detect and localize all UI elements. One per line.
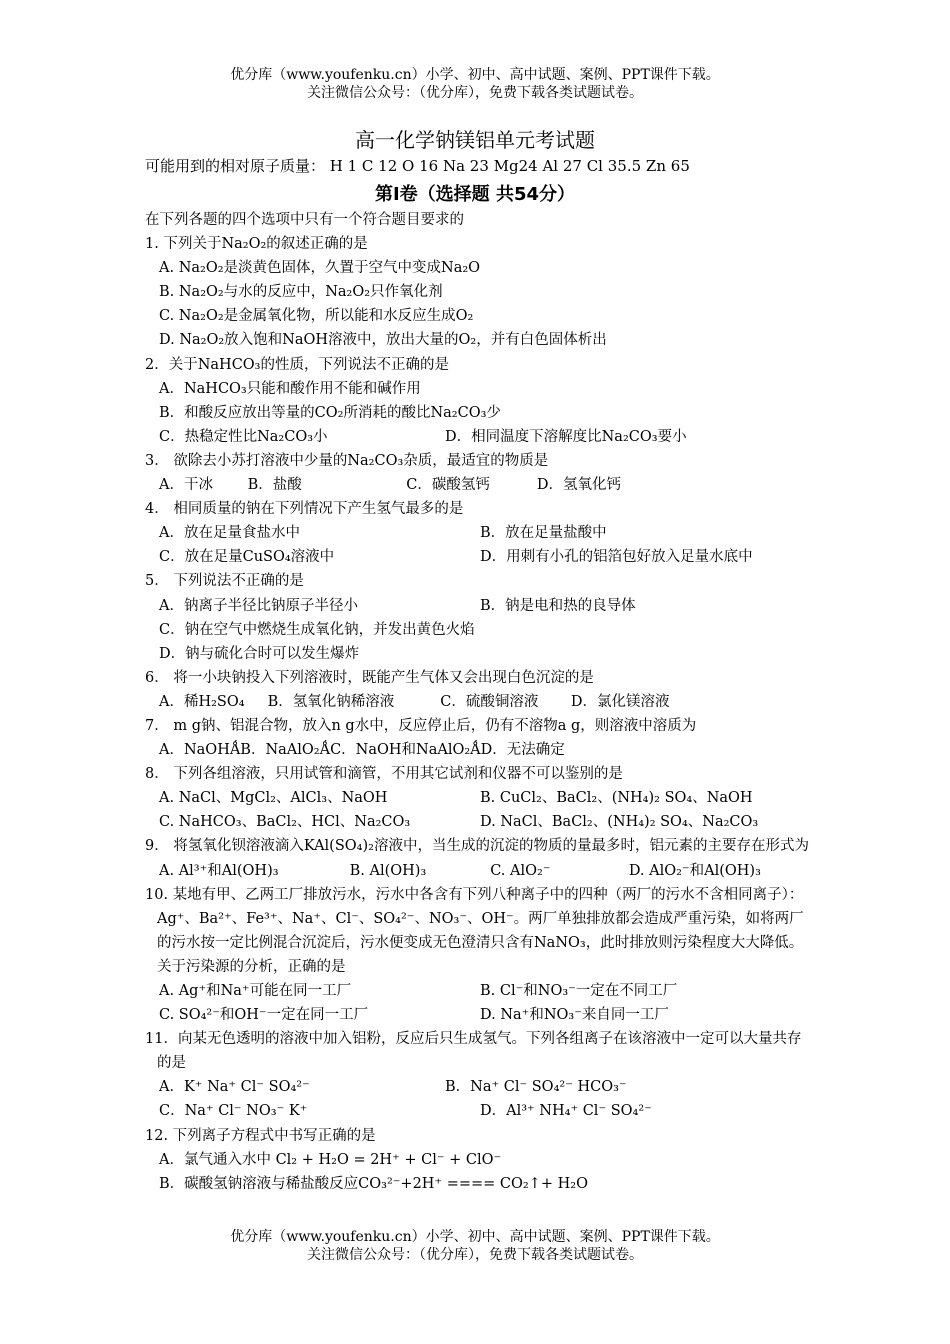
q7-stem: 7． m g钠、铝混合物，放入n g水中，反应停止后，仍有不溶物a g，则溶液中溶质为 (145, 717, 697, 734)
q3-option-a: A．干冰 (159, 477, 213, 494)
q4-option-d: D．用刺有小孔的铝箔包好放入足量水底中 (480, 549, 753, 566)
q5-options-ab (145, 594, 810, 618)
q4-stem: 4． 相同质量的钠在下列情况下产生氢气最多的是 (145, 501, 464, 518)
q8-option-a: A. NaCl、MgCl₂、AlCl₃、NaOH (159, 790, 388, 807)
q11-option-c: C．Na⁺ Cl⁻ NO₃⁻ K⁺ (159, 1103, 308, 1120)
q2-option-c: C．热稳定性比Na₂CO₃小 (159, 428, 328, 445)
q7-options: A．NaOHǺB．NaAlO₂ǺC．NaOH和NaAlO₂ǺD．无法确定 (159, 742, 565, 759)
q9-option-a: A. Al³⁺和Al(OH)₃ (159, 862, 279, 879)
q8-option-c: C. NaHCO₃、BaCl₂、HCl、Na₂CO₃ (159, 814, 411, 831)
q6-option-a: A．稀H₂SO₄ (159, 693, 245, 710)
q4-option-a: A．放在足量食盐水中 (159, 525, 300, 542)
q11-options-ab (145, 1075, 810, 1099)
q3-stem: 3． 欲除去小苏打溶液中少量的Na₂CO₃杂质，最适宜的物质是 (145, 452, 549, 469)
q8-options-ab (145, 786, 810, 810)
q2-options-cd (145, 425, 810, 449)
page-footer (0, 1228, 950, 1264)
volume-title: 第Ⅰ卷（选择题 共54分） (374, 184, 575, 205)
q5-option-b: B．钠是电和热的良导体 (480, 597, 636, 614)
q8-stem: 8． 下列各组溶液，只用试管和滴管，不用其它试剂和仪器不可以鉴别的是 (145, 766, 623, 783)
q9-option-b: B. Al(OH)₃ (349, 862, 427, 879)
q8-option-d: D. NaCl、BaCl₂、(NH₄)₂ SO₄、Na₂CO₃ (480, 814, 759, 831)
footer-line-2: 关注微信公众号：（优分库），免费下载各类试题试卷。 (307, 1247, 643, 1263)
q8-options-cd (145, 810, 810, 834)
q5-option-d: D．钠与硫化合时可以发生爆炸 (159, 645, 360, 662)
q3-options (145, 473, 810, 497)
q4-option-b: B．放在足量盐酸中 (480, 525, 607, 542)
q11-option-d: D．Al³⁺ NH₄⁺ Cl⁻ SO₄²⁻ (480, 1103, 652, 1120)
q1-option-c: C. Na₂O₂是金属氧化物，所以能和水反应生成O₂ (159, 308, 474, 325)
instruction: 在下列各题的四个选项中只有一个符合题目要求的 (145, 212, 464, 228)
q3-option-b: B．盐酸 (247, 477, 302, 494)
q10-option-b: B. Cl⁻和NO₃⁻一定在不同工厂 (480, 983, 678, 999)
q12-option-b: B．碳酸氢钠溶液与稀盐酸反应CO₃²⁻+2H⁺ ==== CO₂↑+ H₂O (159, 1175, 588, 1192)
q4-options-ab (145, 521, 810, 545)
q6-options (145, 690, 810, 714)
q9-option-d: D. AlO₂⁻和Al(OH)₃ (628, 862, 761, 879)
q9-stem: 9． 将氢氧化钡溶液滴入KAl(SO₄)₂溶液中，当生成的沉淀的物质的量最多时，铝元素的主要存在形式为 (145, 838, 809, 855)
q9-options (145, 859, 810, 883)
q3-option-c: C．碳酸氢钙 (406, 477, 490, 494)
q5-option-a: A．钠离子半径比钠原子半径小 (159, 597, 358, 614)
q2-option-a: A．NaHCO₃只能和酸作用不能和碱作用 (159, 380, 421, 397)
q10-option-d: D. Na⁺和NO₃⁻来自同一工厂 (480, 1007, 669, 1024)
q1-stem: 1. 下列关于Na₂O₂的叙述正确的是 (145, 236, 368, 253)
q11-option-a: A．K⁺ Na⁺ Cl⁻ SO₄²⁻ (159, 1079, 310, 1096)
q1-option-d: D. Na₂O₂放入饱和NaOH溶液中，放出大量的O₂，并有白色固体析出 (159, 332, 607, 349)
q6-option-d: D．氯化镁溶液 (570, 693, 670, 710)
question-list (145, 208, 810, 1196)
q6-stem: 6． 将一小块钠投入下列溶液时，既能产生气体又会出现白色沉淀的是 (145, 669, 594, 686)
page-header (0, 66, 950, 102)
header-line-2: 关注微信公众号：（优分库），免费下载各类试题试卷。 (307, 85, 643, 101)
q3-option-d: D．氢氧化钙 (536, 477, 621, 494)
q4-options-cd (145, 545, 810, 569)
q8-option-b: B. CuCl₂、BaCl₂、(NH₄)₂ SO₄、NaOH (480, 790, 753, 807)
q1-option-a: A. Na₂O₂是淡黄色固体，久置于空气中变成Na₂O (159, 260, 481, 277)
q4-option-c: C．放在足量CuSO₄溶液中 (159, 549, 335, 566)
q10-stem: 10. 某地有甲、乙两工厂排放污水，污水中各含有下列八种离子中的四种（两厂的污水不含相同离子）：Ag⁺、Ba²⁺、Fe³⁺、Na⁺、Cl⁻、SO₄²⁻、NO₃⁻、OH⁻。两厂单独排放都会造成严重污染，如将两厂的污水按一定比例混合沉淀后，污水便变成无色澄清只含有NaNO₃，此时排放则污染程度大大降低。关于污染源的分析，正确的是 (145, 886, 804, 975)
q11-options-cd (145, 1099, 810, 1123)
header-line-1: 优分库（www.youfenku.cn）小学、初中、高中试题、案例、PPT课件下载。 (230, 67, 720, 83)
q2-option-d: D．相同温度下溶解度比Na₂CO₃要小 (445, 428, 687, 445)
q10-option-c: C. SO₄²⁻和OH⁻一定在同一工厂 (159, 1007, 369, 1024)
q10-option-a: A. Ag⁺和Na⁺可能在同一工厂 (159, 983, 352, 999)
q1-option-b: B. Na₂O₂与水的反应中，Na₂O₂只作氧化剂 (159, 284, 443, 301)
q9-option-c: C. AlO₂⁻ (490, 862, 551, 879)
q10-options-cd (145, 1003, 810, 1027)
q12-option-a: A．氯气通入水中 Cl₂ + H₂O = 2H⁺ + Cl⁻ + ClO⁻ (159, 1151, 502, 1168)
footer-line-1: 优分库（www.youfenku.cn）小学、初中、高中试题、案例、PPT课件下载。 (230, 1229, 720, 1245)
q6-option-b: B．氢氧化钠稀溶液 (267, 693, 395, 710)
q11-option-b: B．Na⁺ Cl⁻ SO₄²⁻ HCO₃⁻ (445, 1079, 627, 1096)
q11-stem: 11．向某无色透明的溶液中加入铝粉，反应后只生成氢气。下列各组离子在该溶液中一定可以大量共存的是 (145, 1031, 802, 1072)
exam-title: 高一化学钠镁铝单元考试题 (355, 128, 595, 152)
q12-stem: 12. 下列离子方程式中书写正确的是 (145, 1127, 376, 1144)
atomic-masses: 可能用到的相对原子质量： H 1 C 12 O 16 Na 23 Mg24 Al 27 Cl 35.5 Zn 65 (145, 157, 690, 175)
q5-option-c: C．钠在空气中燃烧生成氧化钠，并发出黄色火焰 (159, 621, 475, 638)
q6-option-c: C．硫酸铜溶液 (440, 693, 539, 710)
q5-stem: 5． 下列说法不正确的是 (145, 573, 304, 590)
q2-option-b: B．和酸反应放出等量的CO₂所消耗的酸比Na₂CO₃少 (159, 404, 501, 421)
q2-stem: 2．关于NaHCO₃的性质，下列说法不正确的是 (145, 356, 449, 373)
q10-options-ab (145, 979, 810, 1003)
